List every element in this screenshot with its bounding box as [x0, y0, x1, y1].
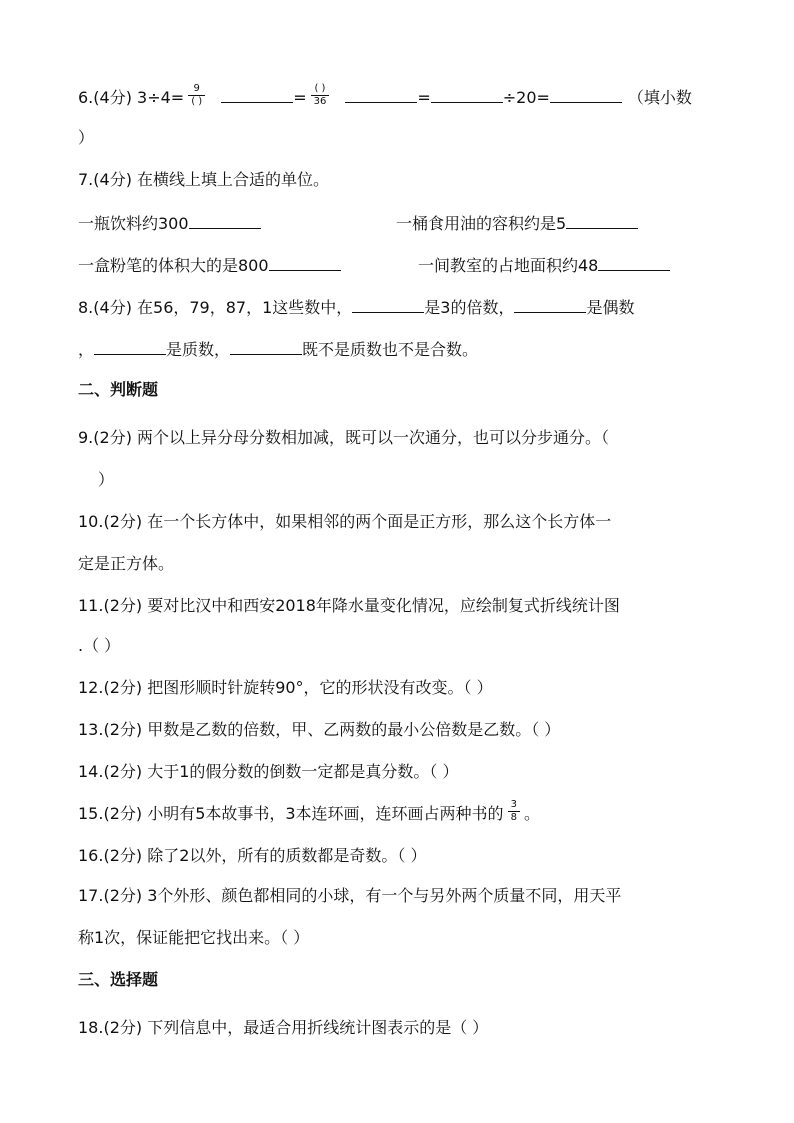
q7-stem: 7.(4分) 在横线上填上合适的单位。 — [78, 170, 330, 189]
q8-blank-3[interactable] — [94, 338, 166, 355]
q11-line-2: .（ ） — [78, 636, 121, 655]
q17-line-2: 称1次，保证能把它找出来。（ ） — [78, 928, 310, 947]
q6-fraction-1: $\frac{9}{( )}$ — [188, 83, 205, 108]
question-6: 6.(4分) 3÷4= $\frac{9}{( )}$ = $\frac{( )}{36}$ = ÷20= （填小数 — [78, 83, 692, 107]
q8-blank-2[interactable] — [514, 296, 586, 313]
q7-item-3: 一盒粉笔的体积大的是800 — [78, 254, 341, 276]
q7-blank-1[interactable] — [189, 212, 261, 229]
q6-blank-1[interactable] — [221, 86, 293, 103]
q7-blank-4[interactable] — [598, 254, 670, 271]
q7-blank-2[interactable] — [566, 212, 638, 229]
q6-close: ） — [78, 128, 95, 147]
q6-blank-2[interactable] — [345, 86, 417, 103]
q7-item-4: 一间教室的占地面积约48 — [418, 254, 670, 276]
section-2-heading: 二、判断题 — [78, 380, 159, 399]
q10-line-1: 10.(2分) 在一个长方体中，如果相邻的两个面是正方形，那么这个长方体一 — [78, 512, 612, 531]
question-18: 18.(2分) 下列信息中，最适合用折线统计图表示的是（ ） — [78, 1018, 489, 1037]
question-8-cont: ， 是质数， 既不是质数也不是合数。 — [78, 340, 479, 359]
question-15: 15.(2分) 小明有5本故事书，3本连环画，连环画占两种书的 $\frac{3}{8}$ 。 — [78, 799, 540, 823]
q6-fraction-2: $\frac{( )}{36}$ — [311, 83, 330, 108]
q7-item-2: 一桶食用油的容积约是5 — [396, 212, 638, 234]
section-3-heading: 三、选择题 — [78, 970, 159, 989]
q6-blank-4[interactable] — [550, 86, 622, 103]
q15-fraction: $\frac{3}{8}$ — [508, 799, 520, 824]
q6-blank-3[interactable] — [431, 86, 503, 103]
q8-blank-4[interactable] — [230, 338, 302, 355]
q8-blank-1[interactable] — [352, 296, 424, 313]
q10-line-2: 定是正方体。 — [78, 554, 175, 573]
q17-line-1: 17.(2分) 3个外形、颜色都相同的小球，有一个与另外两个质量不同，用天平 — [78, 886, 622, 905]
q6-prefix: 6.(4分) 3÷4= — [78, 88, 185, 107]
question-16: 16.(2分) 除了2以外，所有的质数都是奇数。（ ） — [78, 846, 427, 865]
q11-line-1: 11.(2分) 要对比汉中和西安2018年降水量变化情况，应绘制复式折线统计图 — [78, 596, 620, 615]
q9-line-1: 9.(2分) 两个以上异分母分数相加减，既可以一次通分，也可以分步通分。（ — [78, 428, 610, 447]
question-14: 14.(2分) 大于1的假分数的倒数一定都是真分数。（ ） — [78, 762, 459, 781]
question-8: 8.(4分) 在56，79，87，1这些数中， 是3的倍数， 是偶数 — [78, 298, 635, 317]
q7-item-1: 一瓶饮料约300 — [78, 212, 261, 234]
question-12: 12.(2分) 把图形顺时针旋转90°，它的形状没有改变。（ ） — [78, 678, 493, 697]
q9-line-2: ） — [98, 470, 115, 489]
question-13: 13.(2分) 甲数是乙数的倍数，甲、乙两数的最小公倍数是乙数。（ ） — [78, 720, 561, 739]
q7-blank-3[interactable] — [269, 254, 341, 271]
